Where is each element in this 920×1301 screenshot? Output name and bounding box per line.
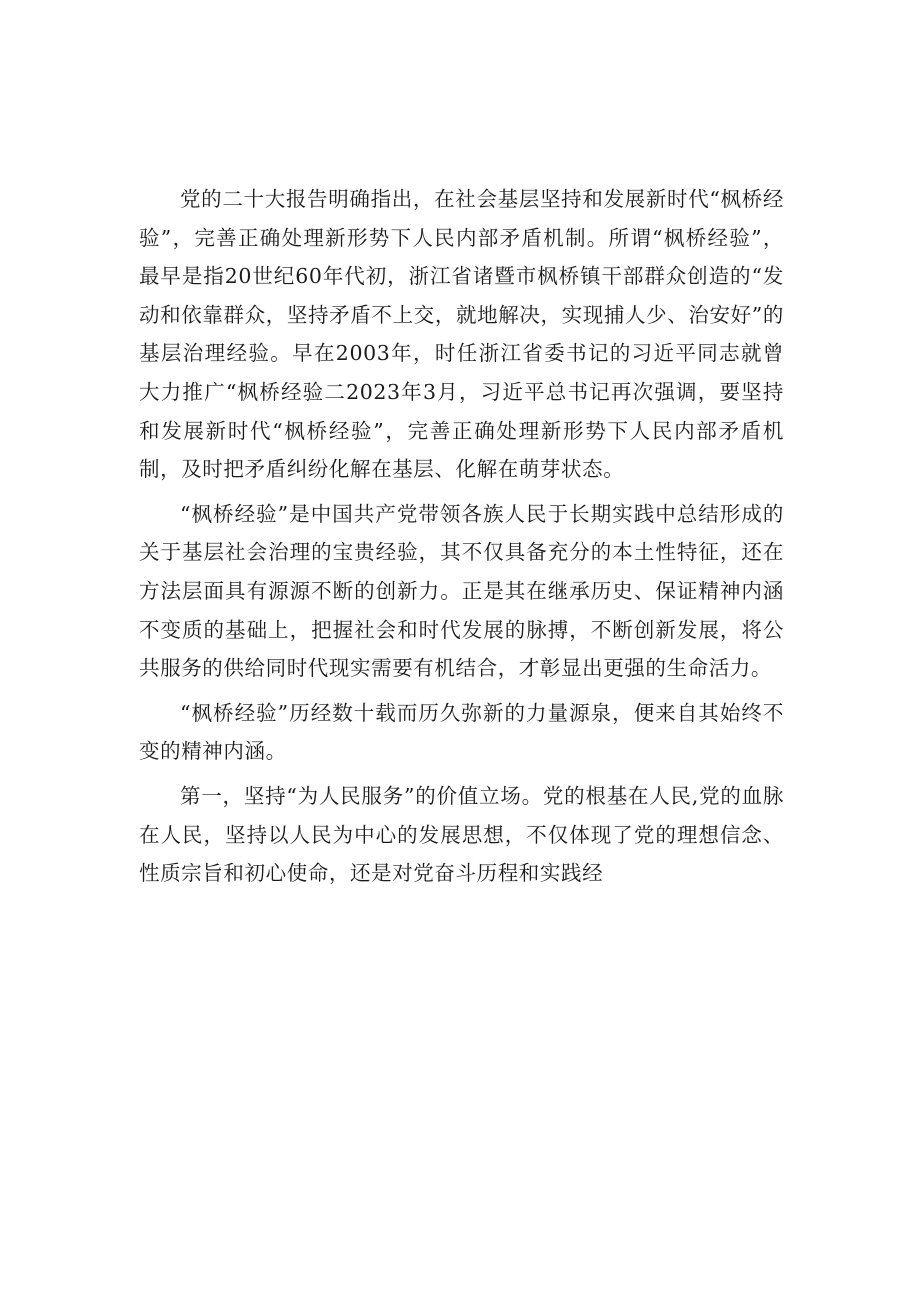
paragraph-1: 党的二十大报告明确指出，在社会基层坚持和发展新时代“枫桥经验”，完善正确处理新形势下人民内部矛盾机制。所谓“枫桥经验”，最早是指20世纪60年代初，浙江省诸暨市枫桥镇干部群众创造的“发动和依靠群众，坚持矛盾不上交，就地解决，实现捕人少、治安好”的基层治理经验。早在2003年，时任浙江省委书记的习近平同志就曾大力推广“枫桥经验二2023年3月，习近平总书记再次强调，要坚持和发展新时代“枫桥经验”，完善正确处理新形势下人民内部矛盾机制，及时把矛盾纠纷化解在基层、化解在萌芽状态。 — [139, 187, 784, 482]
paragraph-3: “枫桥经验”历经数十载而历久弥新的力量源泉，便来自其始终不变的精神内涵。 — [139, 700, 784, 764]
document-body — [139, 180, 784, 893]
paragraph-2: “枫桥经验”是中国共产党带领各族人民于长期实践中总结形成的关于基层社会治理的宝贵经验，其不仅具备充分的本土性特征，还在方法层面具有源源不断的创新力。正是其在继承历史、保证精神内涵不变质的基础上，把握社会和时代发展的脉搏，不断创新发展，将公共服务的供给同时代现实需要有机结合，才彰显出更强的生命活力。 — [139, 501, 784, 681]
paragraph-4: 第一，坚持“为人民服务”的价值立场。党的根基在人民,党的血脉在人民，坚持以人民为中心的发展思想，不仅体现了党的理想信念、性质宗旨和初心使命，还是对党奋斗历程和实践经 — [139, 783, 784, 886]
